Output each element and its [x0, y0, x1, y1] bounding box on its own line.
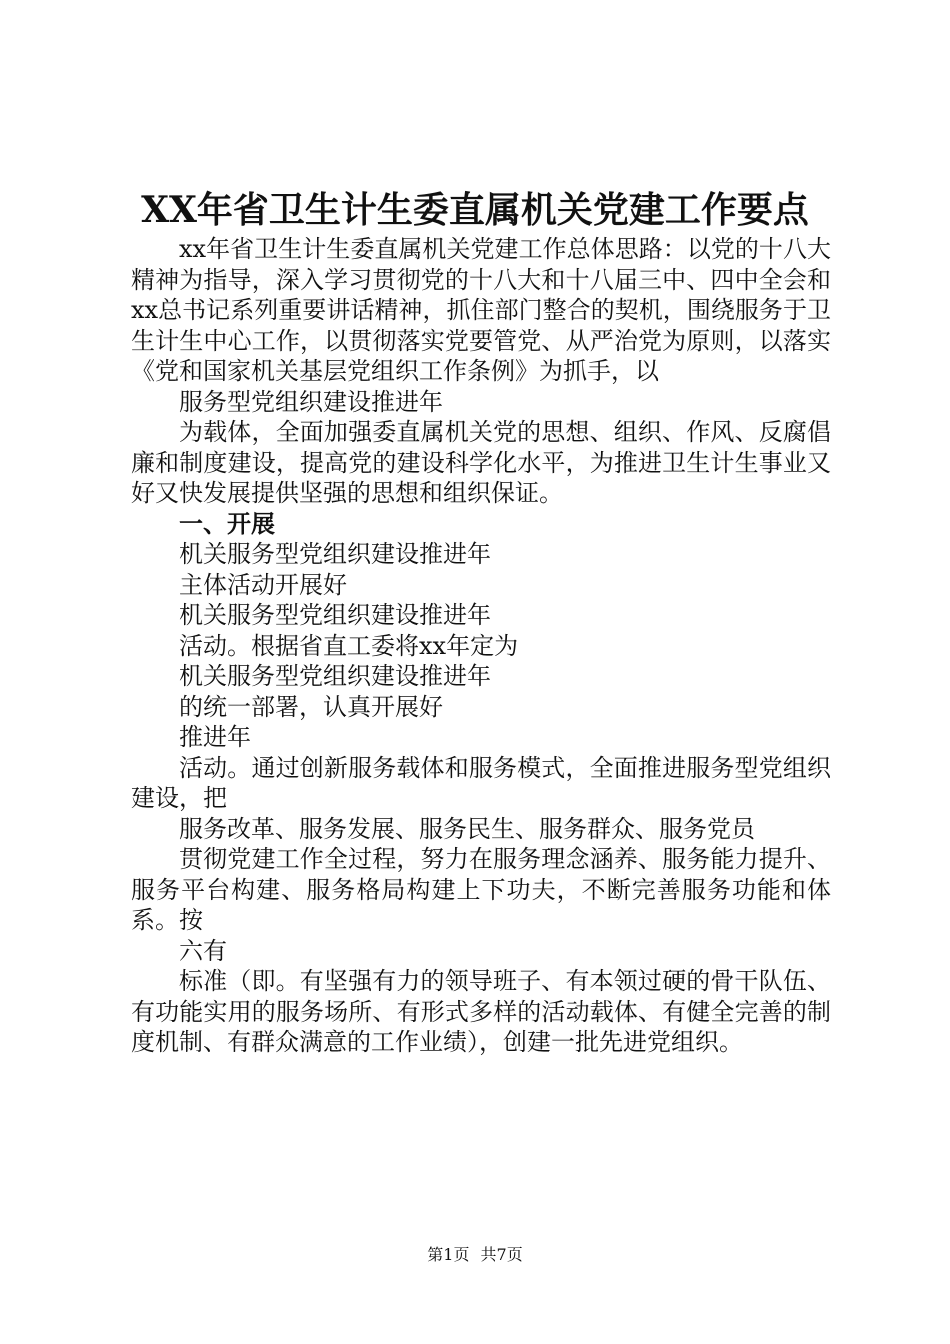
paragraph-line: 服务改革、服务发展、服务民生、服务群众、服务党员 [179, 814, 755, 843]
paragraph-line: 主体活动开展好 [179, 570, 347, 599]
section-heading-1: 一、开展 [179, 508, 275, 538]
paragraph-line: 的统一部署，认真开展好 [179, 692, 443, 721]
paragraph-promotion-year: 服务型党组织建设推进年 [179, 387, 443, 416]
paragraph-line: 推进年 [179, 723, 251, 751]
paragraph-line: 机关服务型党组织建设推进年 [179, 540, 491, 568]
paragraph-line: 六有 [179, 936, 227, 965]
page-footer: 第1页 共7页 [427, 1245, 523, 1264]
paragraph-line: 机关服务型党组织建设推进年 [179, 601, 491, 629]
paragraph-implementation: 贯彻党建工作全过程，努力在服务理念涵养、服务能力提升、服务平台构建、服务格局构建上下功夫，不断完善服务功能和体系。按 [131, 845, 831, 934]
paragraph-line: 活动。根据省直工委将xx年定为 [179, 631, 519, 660]
document-title: XX年省卫生计生委直属机关党建工作要点 [141, 189, 809, 231]
document-body [131, 234, 831, 1058]
paragraph-activity: 活动。通过创新服务载体和服务模式，全面推进服务型党组织建设，把 [131, 753, 831, 812]
paragraph-standards: 标准（即。有坚强有力的领导班子、有本领过硬的骨干队伍、有功能实用的服务场所、有形式多样的活动载体、有健全完善的制度机制、有群众满意的工作业绩），创建一批先进党组织。 [131, 967, 831, 1056]
paragraph-overview: xx年省卫生计生委直属机关党建工作总体思路：以党的十八大精神为指导，深入学习贯彻党的十八大和十八届三中、四中全会和xx总书记系列重要讲话精神，抓住部门整合的契机，围绕服务于卫生计生中心工作，以贯彻落实党要管党、从严治党为原则，以落实《党和国家机关基层党组织工作条例》为抓手，以 [131, 235, 831, 385]
paragraph-carrier: 为载体，全面加强委直属机关党的思想、组织、作风、反腐倡廉和制度建设，提高党的建设科学化水平，为推进卫生计生事业又好又快发展提供坚强的思想和组织保证。 [131, 418, 831, 507]
paragraph-line: 机关服务型党组织建设推进年 [179, 662, 491, 690]
